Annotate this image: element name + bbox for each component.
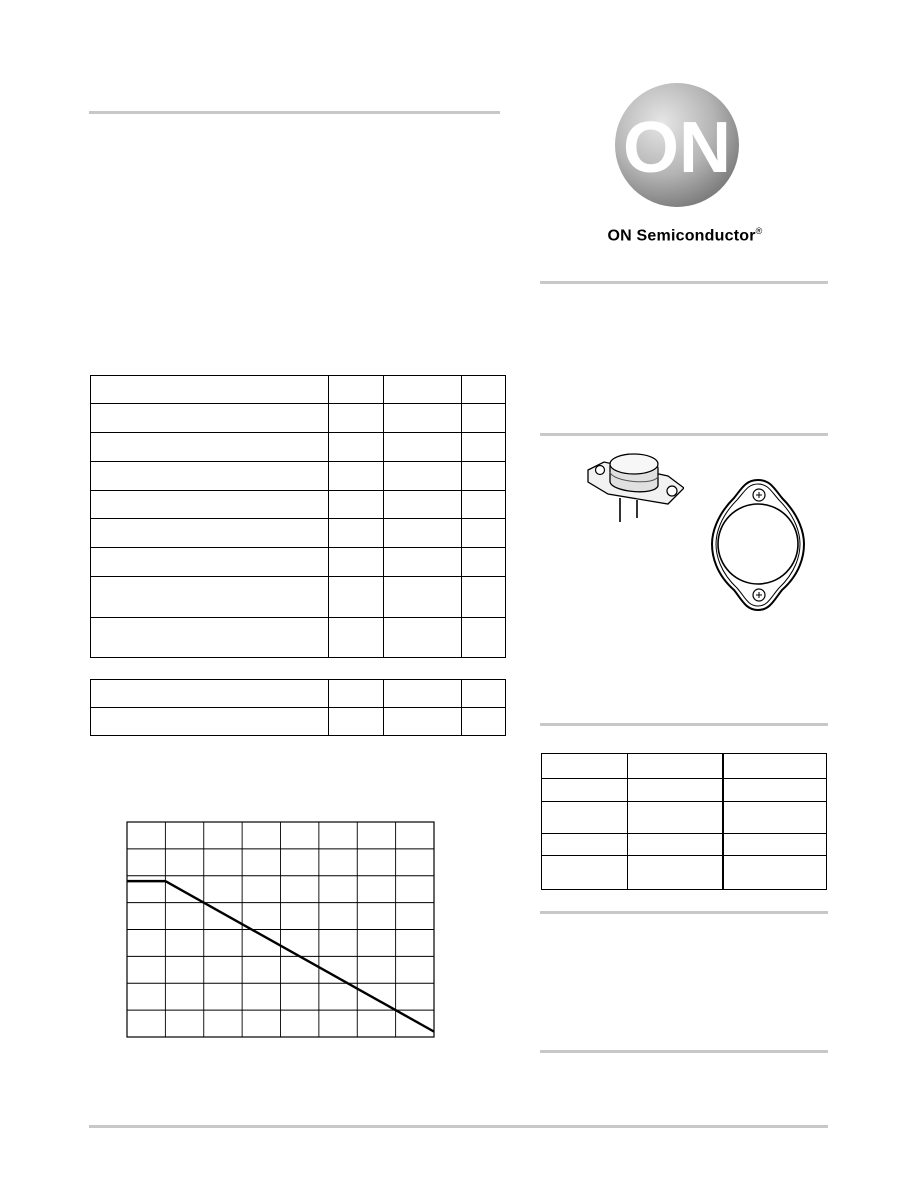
- logo-text: ON: [623, 108, 731, 188]
- table-row: [91, 433, 506, 462]
- registered-mark: ®: [755, 226, 763, 236]
- header-rule-left: [89, 111, 500, 114]
- table-row: [91, 404, 506, 433]
- table-row: [542, 856, 827, 890]
- table-row: [91, 708, 506, 736]
- thermal-table: [90, 679, 506, 736]
- table-row: [91, 519, 506, 548]
- section-rule-5: [540, 1050, 828, 1053]
- ordering-table: [541, 753, 827, 890]
- table-row: [91, 680, 506, 708]
- table-row: [542, 802, 827, 834]
- ratings-table: [90, 375, 506, 658]
- table-row: [542, 779, 827, 802]
- section-rule-2: [540, 433, 828, 436]
- brand-name-text: ON Semiconductor: [607, 227, 756, 245]
- table-row: [91, 376, 506, 404]
- section-rule-1: [540, 281, 828, 284]
- table-row: [91, 548, 506, 577]
- table-row: [91, 462, 506, 491]
- table-row: [91, 577, 506, 618]
- to3-package-3d-icon: [584, 444, 684, 544]
- section-rule-3: [540, 723, 828, 726]
- table-row: [91, 491, 506, 519]
- table-row: [542, 834, 827, 856]
- brand-name: [540, 226, 830, 245]
- table-row: [542, 754, 827, 779]
- to3-package-outline-icon: [708, 478, 808, 612]
- table-row: [91, 618, 506, 658]
- section-rule-4: [540, 911, 828, 914]
- footer-rule: [89, 1125, 828, 1128]
- derating-chart: [120, 816, 442, 1046]
- on-semiconductor-logo-icon: [612, 80, 742, 210]
